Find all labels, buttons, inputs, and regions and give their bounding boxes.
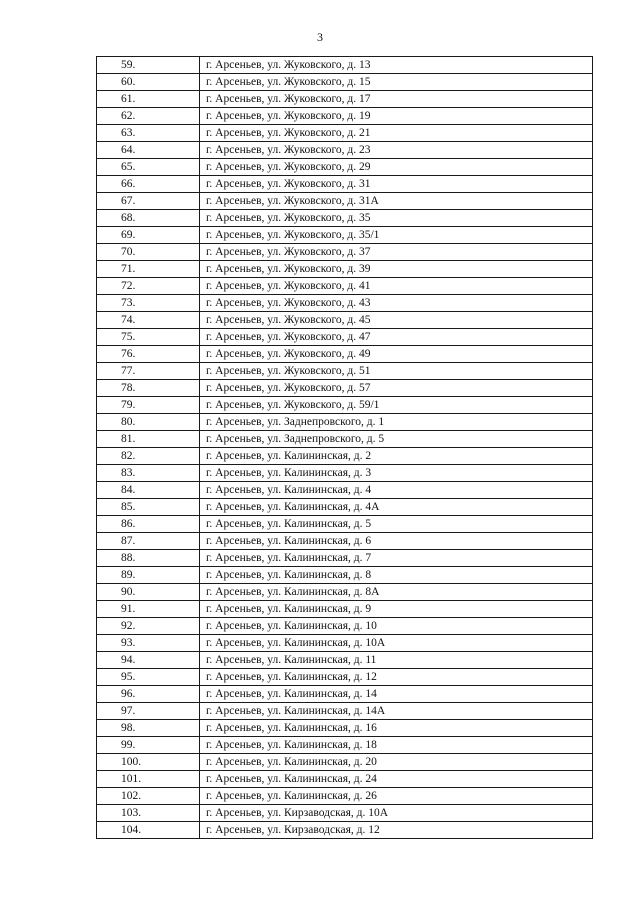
table-row [97,159,593,176]
table-row [97,346,593,363]
row-address: г. Арсеньев, ул. Жуковского, д. 29 [200,159,593,176]
row-number: 99. [97,737,200,754]
row-number: 71. [97,261,200,278]
table-row [97,397,593,414]
row-number: 93. [97,635,200,652]
row-number: 65. [97,159,200,176]
address-table-body [97,57,593,839]
row-address: г. Арсеньев, ул. Заднепровского, д. 5 [200,431,593,448]
row-address: г. Арсеньев, ул. Калининская, д. 14А [200,703,593,720]
table-row [97,312,593,329]
table-row [97,193,593,210]
table-row [97,652,593,669]
row-number: 63. [97,125,200,142]
table-row [97,380,593,397]
row-number: 104. [97,822,200,839]
table-row [97,210,593,227]
row-address: г. Арсеньев, ул. Калининская, д. 16 [200,720,593,737]
table-row [97,414,593,431]
row-address: г. Арсеньев, ул. Жуковского, д. 43 [200,295,593,312]
table-row [97,584,593,601]
row-address: г. Арсеньев, ул. Калининская, д. 7 [200,550,593,567]
row-address: г. Арсеньев, ул. Жуковского, д. 17 [200,91,593,108]
row-address: г. Арсеньев, ул. Жуковского, д. 23 [200,142,593,159]
row-address: г. Арсеньев, ул. Калининская, д. 26 [200,788,593,805]
table-row [97,431,593,448]
row-number: 83. [97,465,200,482]
table-row [97,465,593,482]
row-address: г. Арсеньев, ул. Калининская, д. 11 [200,652,593,669]
table-row [97,635,593,652]
row-number: 59. [97,57,200,74]
row-number: 79. [97,397,200,414]
row-number: 92. [97,618,200,635]
row-number: 67. [97,193,200,210]
row-address: г. Арсеньев, ул. Калининская, д. 18 [200,737,593,754]
row-address: г. Арсеньев, ул. Калининская, д. 12 [200,669,593,686]
table-row [97,108,593,125]
row-number: 101. [97,771,200,788]
table-row [97,142,593,159]
table-row [97,91,593,108]
table-row [97,788,593,805]
table-row [97,669,593,686]
row-address: г. Арсеньев, ул. Калининская, д. 8А [200,584,593,601]
row-address: г. Арсеньев, ул. Калининская, д. 2 [200,448,593,465]
table-row [97,822,593,839]
row-number: 81. [97,431,200,448]
row-number: 95. [97,669,200,686]
row-address: г. Арсеньев, ул. Калининская, д. 10А [200,635,593,652]
row-address: г. Арсеньев, ул. Жуковского, д. 51 [200,363,593,380]
row-number: 90. [97,584,200,601]
row-address: г. Арсеньев, ул. Калининская, д. 9 [200,601,593,618]
row-number: 102. [97,788,200,805]
row-number: 85. [97,499,200,516]
row-number: 89. [97,567,200,584]
row-number: 98. [97,720,200,737]
row-address: г. Арсеньев, ул. Заднепровского, д. 1 [200,414,593,431]
row-address: г. Арсеньев, ул. Жуковского, д. 13 [200,57,593,74]
table-row [97,601,593,618]
row-address: г. Арсеньев, ул. Калининская, д. 6 [200,533,593,550]
row-number: 96. [97,686,200,703]
row-address: г. Арсеньев, ул. Жуковского, д. 35/1 [200,227,593,244]
table-row [97,244,593,261]
row-number: 66. [97,176,200,193]
table-row [97,550,593,567]
table-row [97,295,593,312]
row-number: 73. [97,295,200,312]
row-number: 61. [97,91,200,108]
table-row [97,703,593,720]
row-number: 78. [97,380,200,397]
row-address: г. Арсеньев, ул. Жуковского, д. 41 [200,278,593,295]
row-address: г. Арсеньев, ул. Калининская, д. 8 [200,567,593,584]
table-row [97,329,593,346]
row-number: 77. [97,363,200,380]
table-row [97,261,593,278]
table-row [97,278,593,295]
row-number: 94. [97,652,200,669]
row-address: г. Арсеньев, ул. Жуковского, д. 19 [200,108,593,125]
table-row [97,499,593,516]
row-address: г. Арсеньев, ул. Жуковского, д. 21 [200,125,593,142]
row-address: г. Арсеньев, ул. Жуковского, д. 39 [200,261,593,278]
table-row [97,533,593,550]
row-number: 103. [97,805,200,822]
row-number: 69. [97,227,200,244]
row-address: г. Арсеньев, ул. Жуковского, д. 59/1 [200,397,593,414]
table-row [97,227,593,244]
row-number: 82. [97,448,200,465]
row-address: г. Арсеньев, ул. Жуковского, д. 31А [200,193,593,210]
table-row [97,805,593,822]
address-table [96,56,593,839]
row-address: г. Арсеньев, ул. Жуковского, д. 45 [200,312,593,329]
row-number: 72. [97,278,200,295]
table-row [97,482,593,499]
table-row [97,57,593,74]
page-number: 3 [317,30,323,44]
row-address: г. Арсеньев, ул. Калининская, д. 14 [200,686,593,703]
row-address: г. Арсеньев, ул. Калининская, д. 10 [200,618,593,635]
row-number: 70. [97,244,200,261]
table-row [97,737,593,754]
row-address: г. Арсеньев, ул. Жуковского, д. 15 [200,74,593,91]
row-address: г. Арсеньев, ул. Калининская, д. 24 [200,771,593,788]
table-row [97,754,593,771]
row-number: 91. [97,601,200,618]
table-row [97,516,593,533]
row-address: г. Арсеньев, ул. Кирзаводская, д. 12 [200,822,593,839]
row-address: г. Арсеньев, ул. Жуковского, д. 35 [200,210,593,227]
row-number: 68. [97,210,200,227]
row-number: 60. [97,74,200,91]
row-address: г. Арсеньев, ул. Калининская, д. 20 [200,754,593,771]
row-address: г. Арсеньев, ул. Кирзаводская, д. 10А [200,805,593,822]
row-number: 64. [97,142,200,159]
row-address: г. Арсеньев, ул. Жуковского, д. 31 [200,176,593,193]
row-number: 74. [97,312,200,329]
row-number: 62. [97,108,200,125]
table-row [97,720,593,737]
table-row [97,125,593,142]
table-row [97,618,593,635]
table-row [97,686,593,703]
row-address: г. Арсеньев, ул. Жуковского, д. 57 [200,380,593,397]
table-row [97,771,593,788]
row-number: 88. [97,550,200,567]
row-address: г. Арсеньев, ул. Жуковского, д. 47 [200,329,593,346]
row-address: г. Арсеньев, ул. Калининская, д. 3 [200,465,593,482]
row-address: г. Арсеньев, ул. Калининская, д. 5 [200,516,593,533]
table-row [97,363,593,380]
row-number: 86. [97,516,200,533]
table-row [97,74,593,91]
table-row [97,176,593,193]
row-number: 87. [97,533,200,550]
row-number: 75. [97,329,200,346]
row-address: г. Арсеньев, ул. Калининская, д. 4 [200,482,593,499]
row-number: 84. [97,482,200,499]
row-address: г. Арсеньев, ул. Жуковского, д. 49 [200,346,593,363]
table-row [97,448,593,465]
row-address: г. Арсеньев, ул. Калининская, д. 4А [200,499,593,516]
row-number: 76. [97,346,200,363]
row-number: 80. [97,414,200,431]
row-number: 100. [97,754,200,771]
row-address: г. Арсеньев, ул. Жуковского, д. 37 [200,244,593,261]
row-number: 97. [97,703,200,720]
table-row [97,567,593,584]
